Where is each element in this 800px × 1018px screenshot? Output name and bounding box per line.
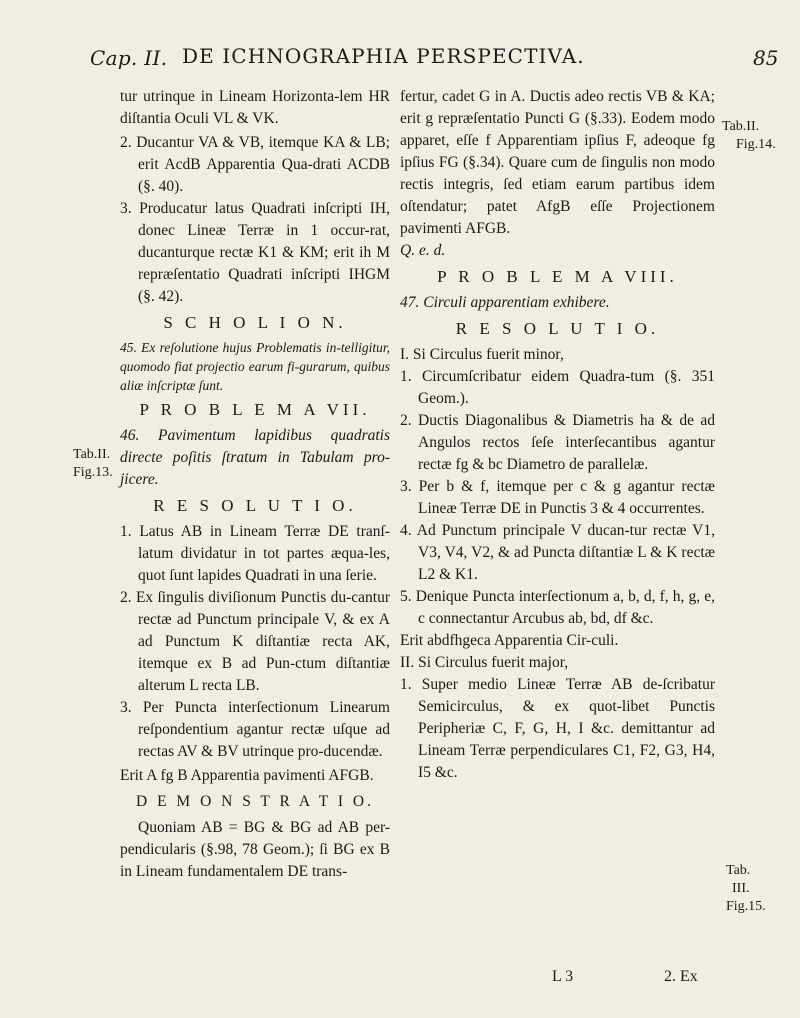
numbered-item: 3. Producatur latus Quadrati inſcripti IH, donec Lineæ Terræ in 1 occur-rat, ducanturque rectæ K1 & KM; erit ih M repræſentatio Quadrati inſcripti IHGM (§. 42). (120, 200, 390, 305)
running-head-title: DE ICHNOGRAPHIA PERSPECTIVA. (182, 44, 585, 68)
margin-tab-label: Tab.II. (73, 447, 111, 462)
margin-fig-label: Fig.14. (736, 137, 776, 152)
catchword: 2. Ex (664, 968, 698, 985)
margin-note-tab-right-1 (722, 118, 776, 154)
numbered-item: 5. Denique Puncta interſectionum a, b, d, f, h, g, e, c connectantur Arcubus ab, bd, df &c. (400, 588, 715, 627)
section-heading-demonstratio: D E M O N S T R A T I O. (136, 793, 374, 810)
signature-mark: L 3 (552, 968, 574, 985)
problema-statement: 46. Pavimentum lapidibus quadratis directe poſitis ſtratum in Tabulam pro-jicere. (120, 427, 390, 488)
numbered-item: 3. Per b & f, itemque per c & g agantur rectæ Lineæ Terræ DE in Punctis 3 & 4 occurrentes. (400, 478, 715, 517)
right-column (400, 86, 715, 784)
numbered-item: 3. Per Puncta interſectionum Linearum reſpondentium agantur rectæ uſque ad rectas AV & BV utrinque pro-ducendæ. (120, 699, 390, 760)
numbered-item: 1. Super medio Lineæ Terræ AB de-ſcribatur Semicirculus, & ex quot-libet Punctis Peripheriæ C, F, G, H, I &c. demittantur ad Lineam Terræ perpendiculares C1, F2, G3, H4, I5 &c. (400, 676, 715, 781)
conclusion: Erit abdfhgeca Apparentia Cir-culi. (400, 632, 619, 649)
numbered-item: 2. Ex ſingulis diviſionum Punctis du-cantur rectæ ad Punctum principale V, & ex A ad Punctum K diſtantiæ recta AK, itemque ex B ad Pun-ctum diſtantiæ alterum L recta LB. (120, 589, 390, 694)
numbered-item: 1. Latus AB in Lineam Terræ DE tranſ-latum dividatur in tot partes æqua-les, quot ſunt lapides Quadrati in una ſerie. (120, 523, 390, 584)
numbered-item: 2. Ductis Diagonalibus & Diametris ha & de ad Angulos rectos ſeſe interſecantibus agantur rectæ fg & bc Diametro de parallelæ. (400, 412, 715, 473)
margin-tab-label: Tab.II. (722, 119, 760, 134)
margin-note-tab-left (73, 446, 113, 482)
demonstratio-text: Quoniam AB = BG & BG ad AB per-pendicularis (§.98, 78 Geom.); ſi BG ex B in Lineam fundamentalem DE trans- (120, 819, 390, 880)
section-heading-resolutio: R E S O L U T I O. (153, 496, 357, 515)
margin-tab-label-2: III. (732, 881, 750, 896)
case-heading: II. Si Circulus fuerit major, (400, 654, 569, 671)
section-heading-problema: P R O B L E M A VIII. (437, 267, 678, 286)
section-heading-problema: P R O B L E M A VII. (139, 400, 371, 419)
page-header (0, 0, 800, 70)
page-number: 85 (753, 46, 779, 70)
conclusion: Erit A fg B Apparentia pavimenti AFGB. (120, 767, 374, 784)
scholion-text: 45. Ex reſolutione hujus Problematis in-telligitur, quomodo fiat projectio earum fi-gurarum, quibus aliæ inſcriptæ ſunt. (120, 340, 390, 393)
numbered-item: 4. Ad Punctum principale V ducan-tur rectæ V1, V3, V4, V2, & ad Puncta diſtantiæ L & K rectæ L2 & K1. (400, 522, 715, 583)
margin-fig-label: Fig.15. (726, 899, 766, 914)
margin-note-tab-right-2 (726, 862, 766, 916)
qed: Q. e. d. (400, 242, 446, 259)
problema-statement: 47. Circuli apparentiam exhibere. (400, 294, 610, 311)
paragraph: tur utrinque in Lineam Horizonta-lem HR diſtantia Oculi VL & VK. (120, 88, 390, 127)
numbered-item: 1. Circumſcribatur eidem Quadra-tum (§. 351 Geom.). (400, 368, 715, 407)
margin-tab-label: Tab. (726, 863, 751, 878)
section-heading-scholion: S C H O L I O N. (163, 313, 347, 332)
numbered-item: 2. Ducantur VA & VB, itemque KA & LB; erit AcdB Apparentia Qua-drati ACDB (§. 40). (120, 134, 390, 195)
margin-fig-label: Fig.13. (73, 465, 113, 480)
section-heading-resolutio: R E S O L U T I O. (455, 319, 660, 338)
case-heading: I. Si Circulus fuerit minor, (400, 346, 564, 363)
left-column (120, 86, 390, 883)
paragraph: fertur, cadet G in A. Ductis adeo rectis VB & KA; erit g repræſentatio Puncti G (§.33). Eodem modo apparet, eſſe f Apparentiam ipſius F, adeoque fg ipſius FG (§.34). Quare cum de ſingulis non modo rectis integris, ſed etiam earum partibus idem oſtendatur; patet AfgB eſſe Projectionem pavimenti AFGB. (400, 88, 715, 237)
running-head-chapter: Cap. II. (90, 46, 168, 70)
